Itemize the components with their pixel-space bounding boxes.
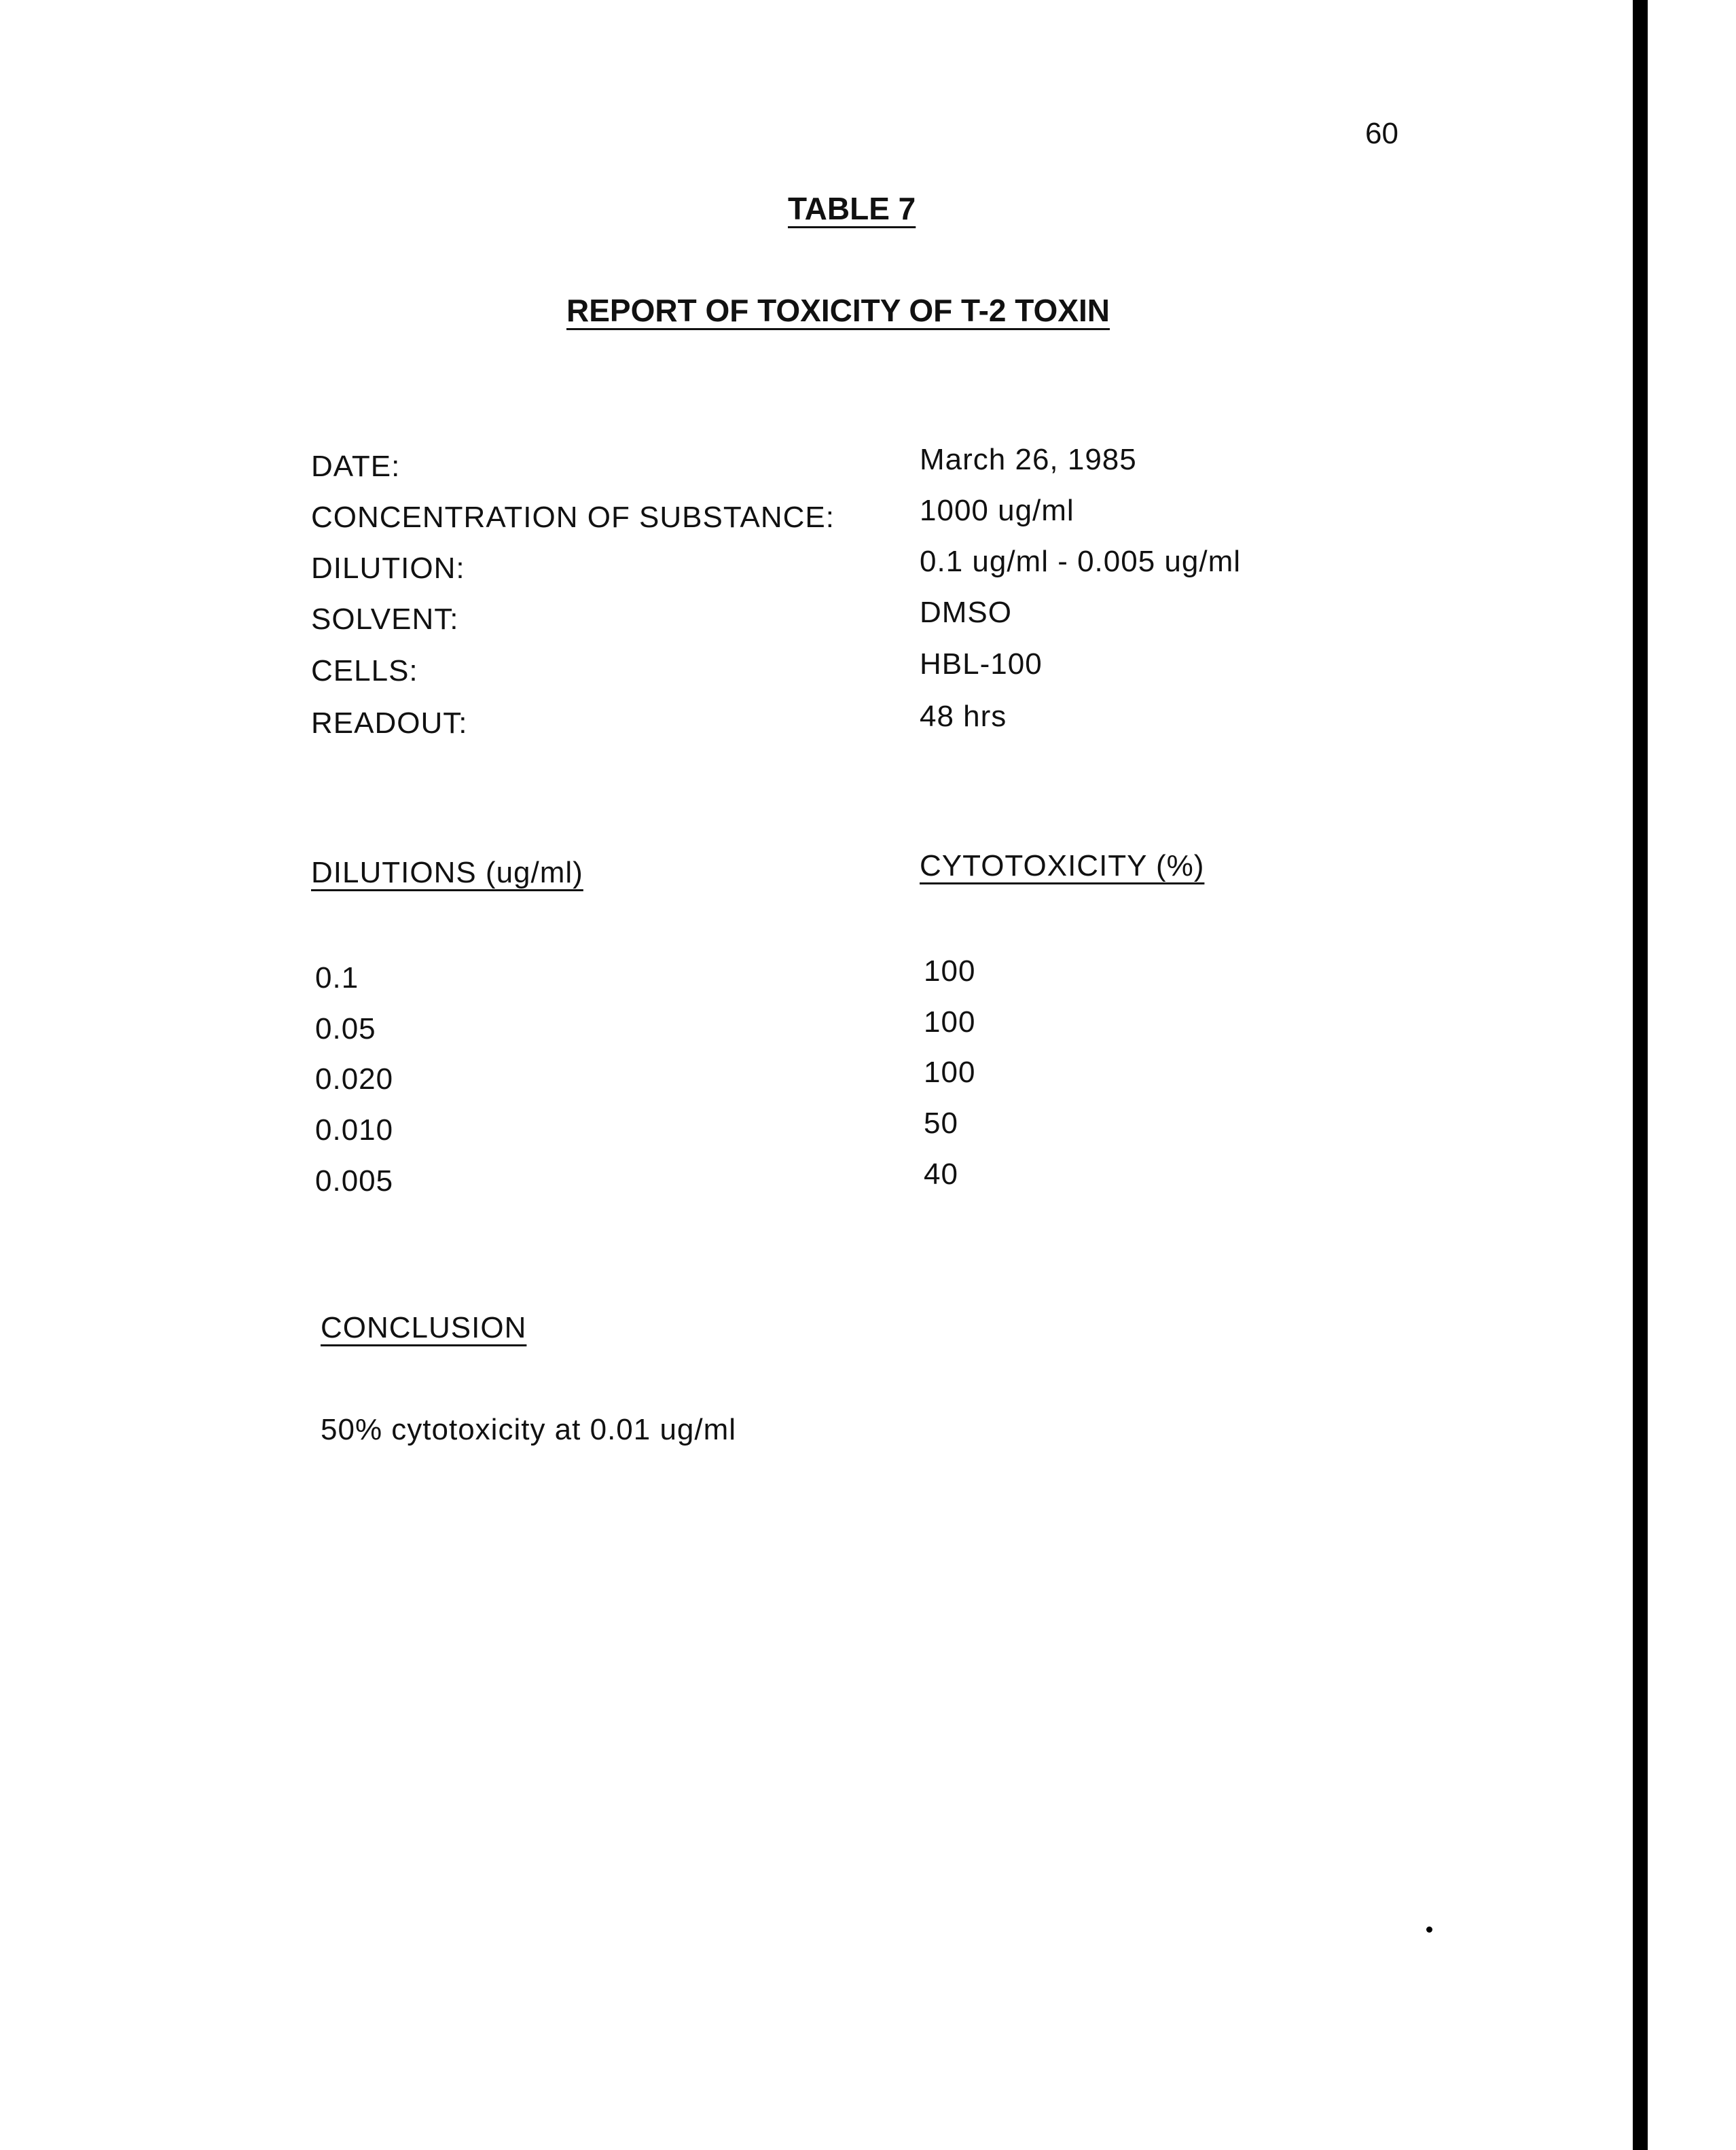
dilution-cell: 0.005 (315, 1164, 394, 1198)
report-title: REPORT OF TOXICITY OF T-2 TOXIN (566, 293, 1110, 328)
conclusion-heading: CONCLUSION (321, 1311, 527, 1344)
field-label-date: DATE: (311, 450, 401, 483)
field-value-readout: 48 hrs (920, 700, 1007, 733)
cytotoxicity-cell: 40 (924, 1158, 958, 1191)
dilution-cell: 0.020 (315, 1062, 394, 1096)
column-header-cytotoxicity: CYTOTOXICITY (%) (920, 849, 1205, 882)
field-value-date: March 26, 1985 (920, 443, 1137, 476)
field-label-solvent: SOLVENT: (311, 603, 459, 636)
field-value-cells: HBL-100 (920, 647, 1043, 681)
cytotoxicity-cell: 100 (924, 954, 976, 988)
table-title: TABLE 7 (788, 191, 916, 226)
field-label-readout: READOUT: (311, 706, 468, 740)
dilution-cell: 0.05 (315, 1012, 376, 1045)
column-header-dilutions: DILUTIONS (ug/ml) (311, 856, 583, 889)
field-label-dilution: DILUTION: (311, 552, 465, 585)
page-number: 60 (1365, 117, 1398, 150)
field-label-concentration: CONCENTRATION OF SUBSTANCE: (311, 501, 835, 534)
stray-mark (1426, 1927, 1432, 1933)
dilution-cell: 0.1 (315, 961, 359, 995)
field-value-solvent: DMSO (920, 596, 1012, 629)
dilution-cell: 0.010 (315, 1113, 394, 1147)
cytotoxicity-cell: 100 (924, 1005, 976, 1039)
conclusion-text: 50% cytotoxicity at 0.01 ug/ml (321, 1413, 737, 1446)
field-value-concentration: 1000 ug/ml (920, 494, 1074, 527)
cytotoxicity-cell: 100 (924, 1056, 976, 1089)
field-label-cells: CELLS: (311, 654, 418, 687)
field-value-dilution: 0.1 ug/ml - 0.005 ug/ml (920, 545, 1242, 578)
cytotoxicity-cell: 50 (924, 1107, 958, 1140)
page-edge-border (1633, 0, 1648, 2150)
